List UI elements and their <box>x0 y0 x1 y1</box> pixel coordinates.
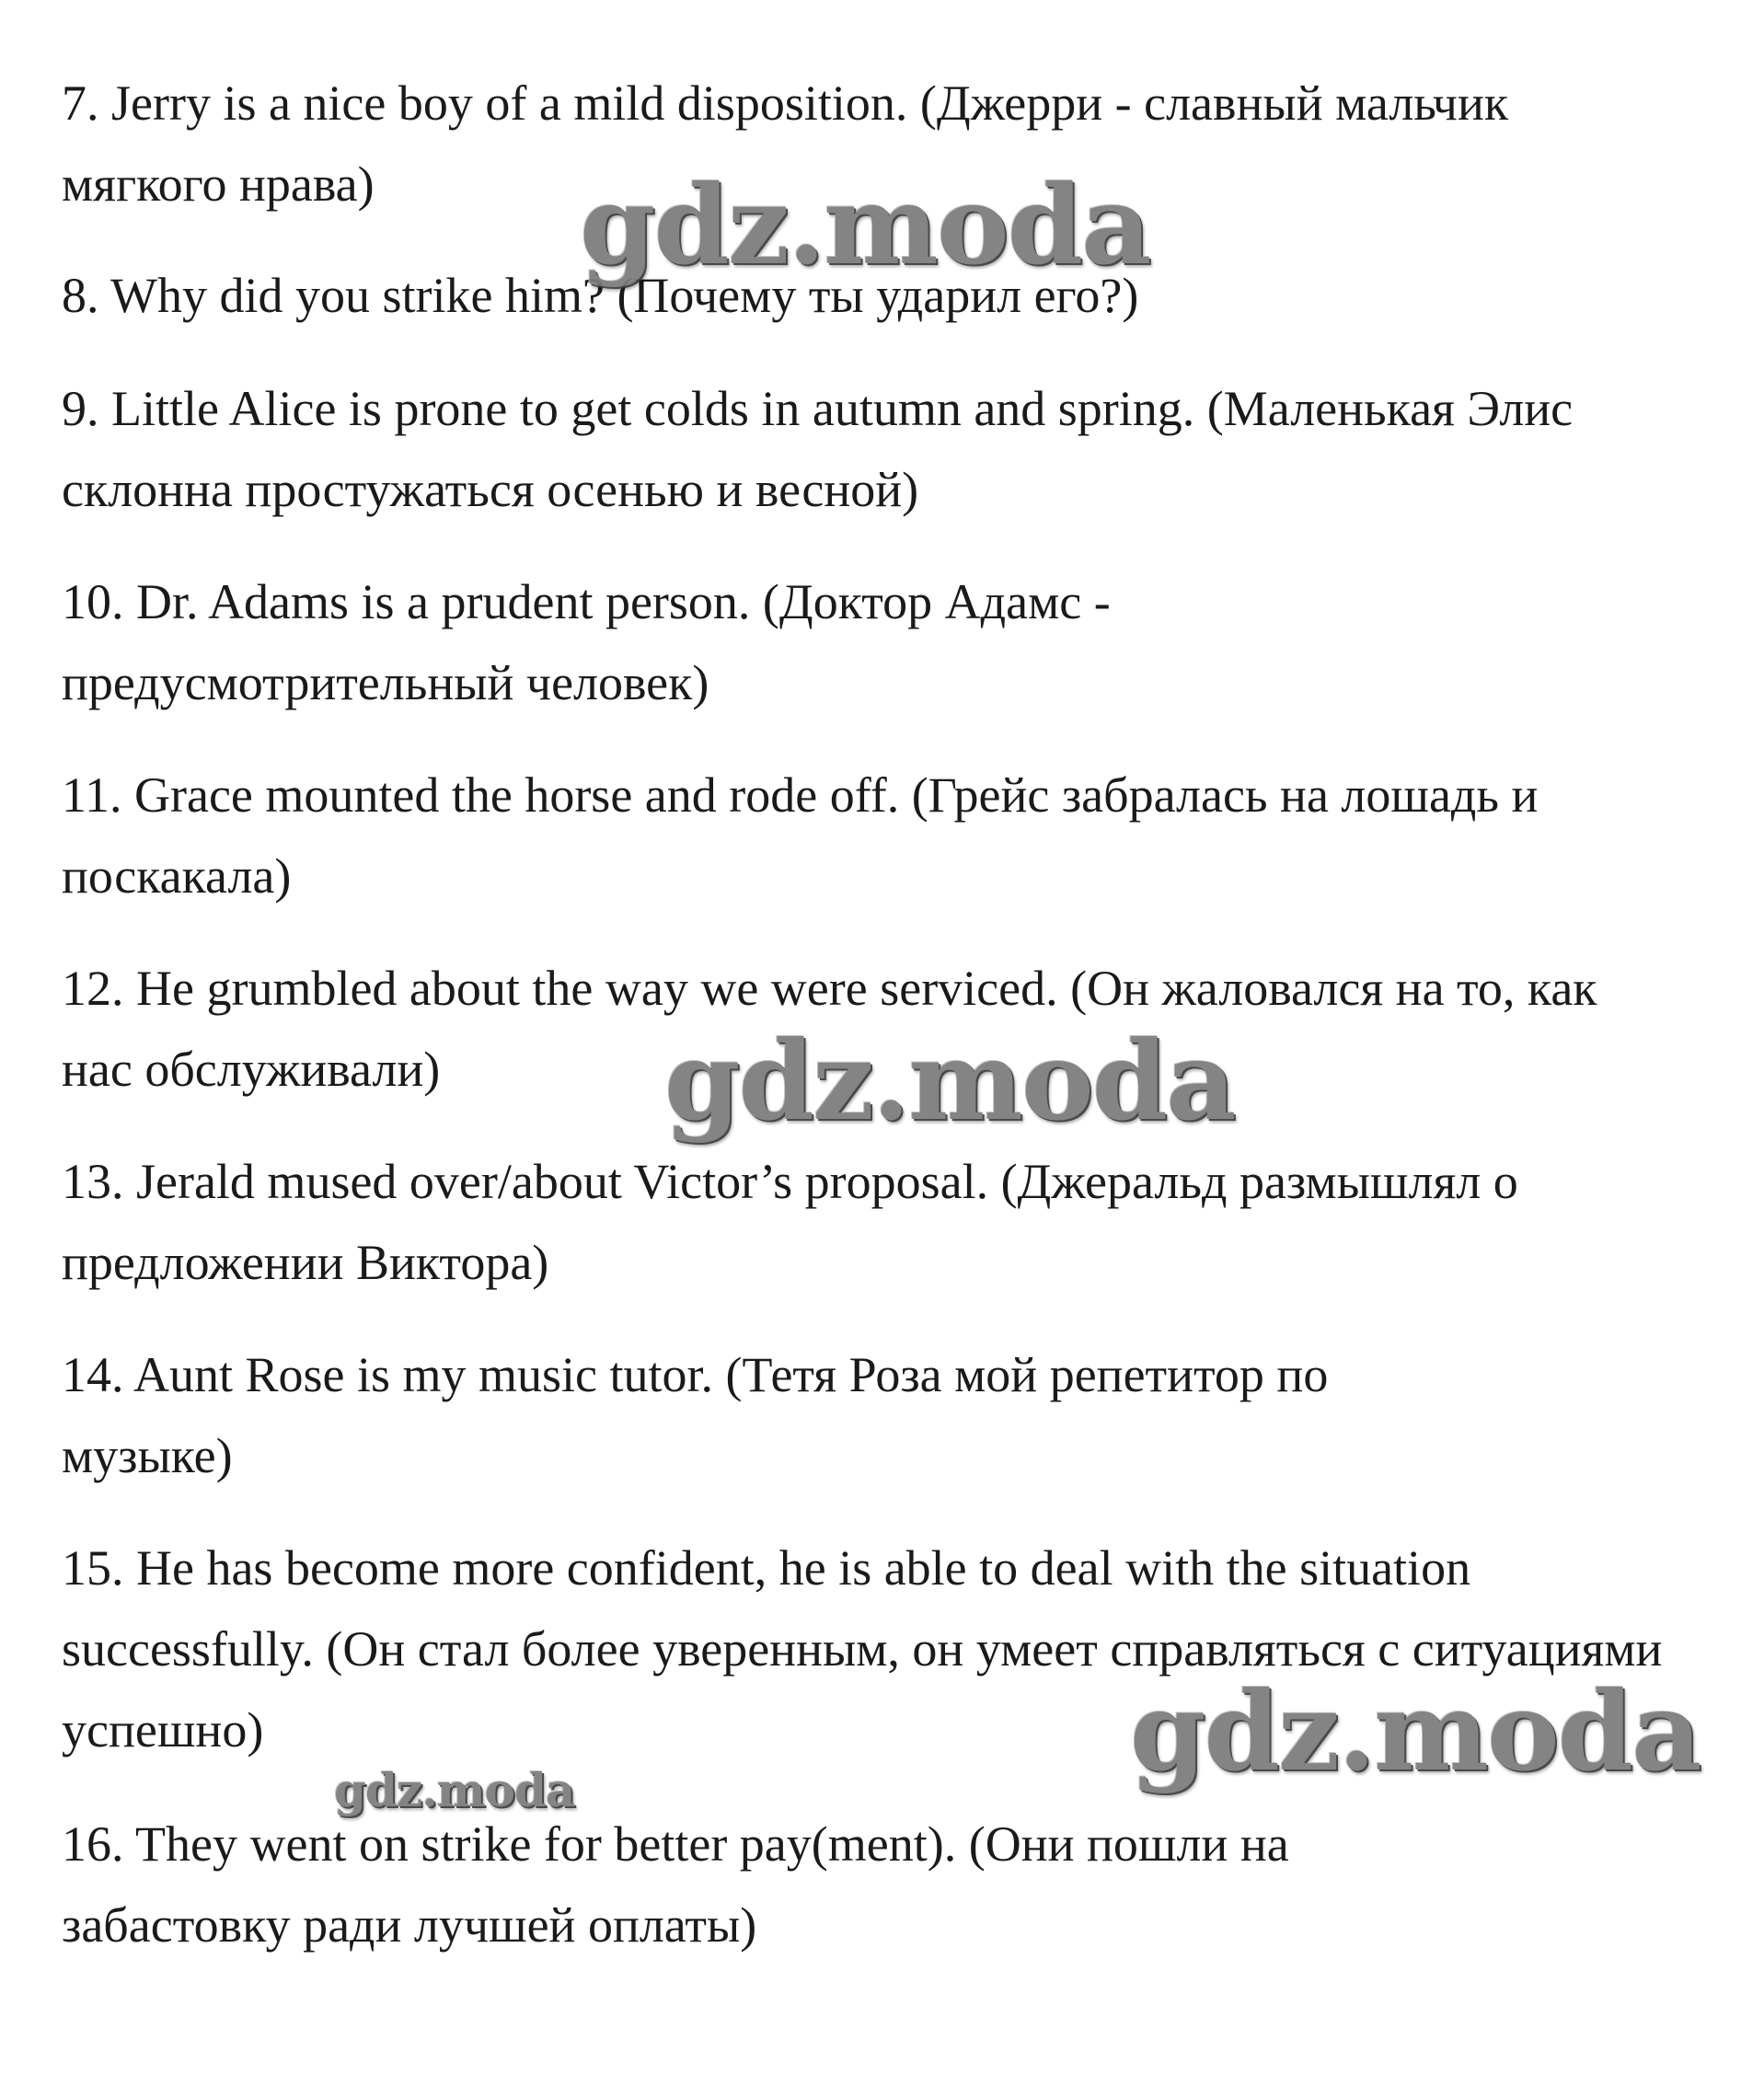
sentence-16: 16. They went on strike for better pay(ment). (Они пошли на забастовку ради лучшей оплаты) <box>62 1816 1289 1953</box>
sentence-12: 12. He grumbled about the way we were serviced. (Он жаловался на то, как нас обслуживали) <box>62 961 1597 1097</box>
sentence-11: 11. Grace mounted the horse and rode off. (Грейс забралась на лошадь и поскакала) <box>62 767 1539 904</box>
watermark-logo: gdz.moda <box>334 1763 575 1817</box>
sentence-8: 8. Why did you strike him? (Почему ты ударил его?) <box>62 268 1139 323</box>
sentence-7: 7. Jerry is a nice boy of a mild disposition. (Джерри - славный мальчик мягкого нрава) <box>62 75 1509 212</box>
sentence-13: 13. Jerald mused over/about Victor’s proposal. (Джеральд размышлял о предложении Виктора) <box>62 1154 1518 1290</box>
watermark-logo: gdz.moda <box>664 1017 1235 1145</box>
sentence-10: 10. Dr. Adams is a prudent person. (Доктор Адамс - предусмотрительный человек) <box>62 574 1111 710</box>
sentence-9: 9. Little Alice is prone to get colds in autumn and spring. (Маленькая Элис склонна простужаться осенью и весной) <box>62 381 1574 517</box>
sentence-14: 14. Aunt Rose is my music tutor. (Тетя Роза мой репетитор по музыке) <box>62 1347 1329 1483</box>
watermark-logo: gdz.moda <box>1130 1667 1701 1795</box>
watermark-logo: gdz.moda <box>580 161 1150 289</box>
sentence-15: 15. He has become more confident, he is able to deal with the situation successfully. (Он стал более уверенным, он умеет справляться с ситуациями успешно) <box>62 1540 1663 1758</box>
